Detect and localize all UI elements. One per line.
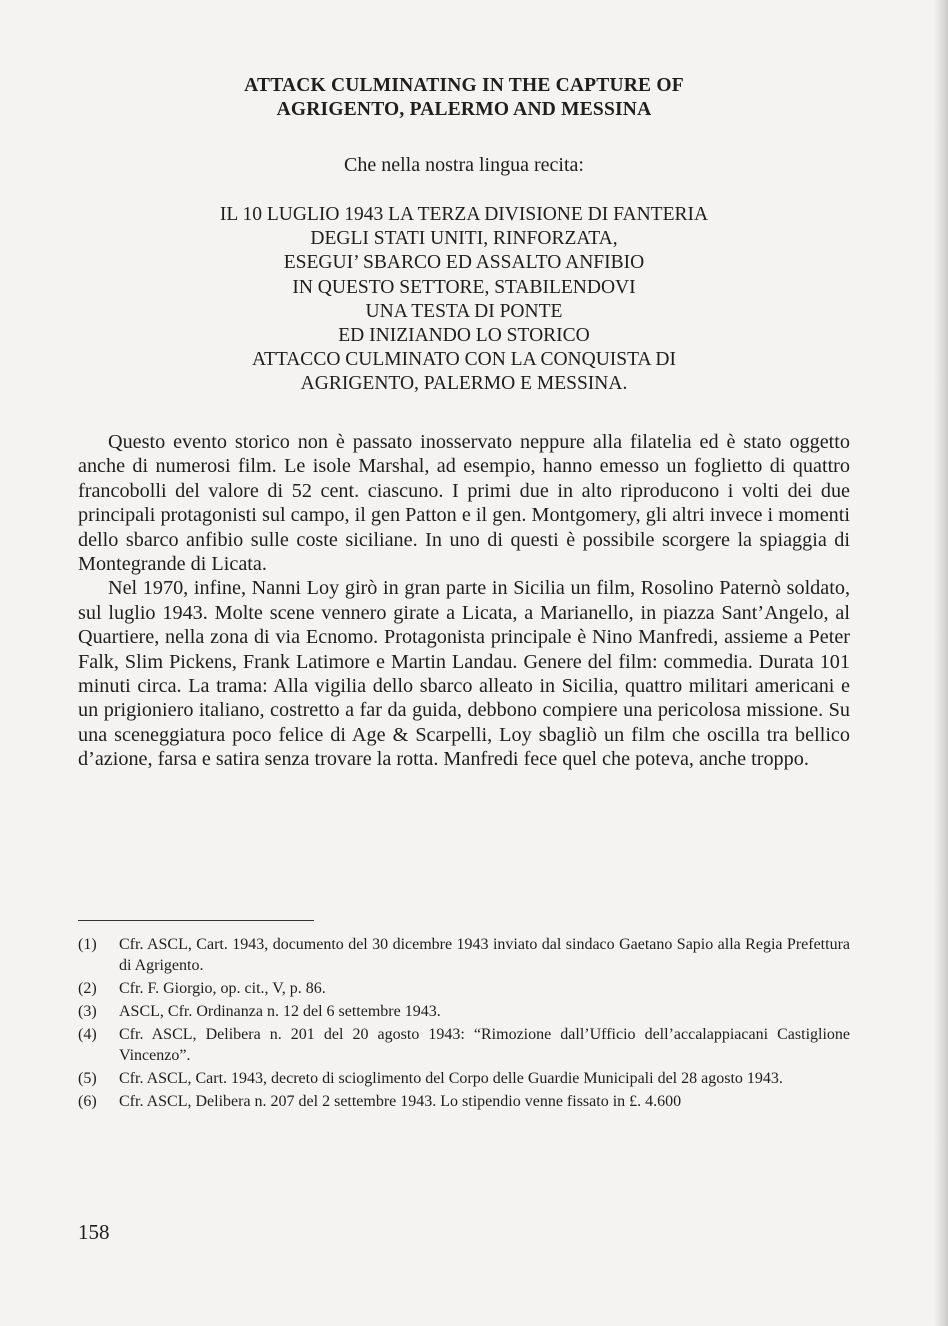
heading-line-2: AGRIGENTO, PALERMO AND MESSINA: [276, 99, 652, 120]
footnote-text: Cfr. ASCL, Delibera n. 201 del 20 agosto 1943: “Rimozione dall’Ufficio dell’accalappiacani Castiglione Vincenzo”.: [119, 1026, 850, 1064]
footnote-number: (4): [78, 1026, 97, 1043]
paragraph-philately: Questo evento storico non è passato inosservato neppure alla filatelia ed è stato oggetto anche di numerosi film. Le isole Marshal, ad esempio, hanno emesso un foglietto di quattro francobolli del valore di 52 cent. ciascuno. I primi due in alto riproducono i volti dei due principali protagonisti sul campo, il gen Patton e il gen. Montgomery, gli altri invece i momenti dello sbarco anfibio sulle coste siciliane. In uno di questi è possibile scorgere la spiaggia di Montegrande di Licata.: [78, 431, 850, 576]
footnote: [78, 978, 850, 999]
page-number: 158: [78, 1220, 110, 1244]
section-heading: [78, 74, 850, 122]
footnote-number: (3): [78, 1003, 97, 1020]
footnote-number: (2): [78, 980, 97, 997]
paragraph-film: Nel 1970, infine, Nanni Loy girò in gran parte in Sicilia un film, Rosolino Paternò soldato, sul luglio 1943. Molte scene vennero girate a Licata, a Marianello, in piazza Sant’Angelo, al Quartiere, nella zona di via Ecnomo. Protagonista principale è Nino Manfredi, assieme a Peter Falk, Slim Pickens, Frank Latimore e Martin Landau. Genere del film: commedia. Durata 101 minuti circa. La trama: Alla vigilia dello sbarco alleato in Sicilia, quattro militari americani e un prigioniero italiano, costretto a far da guida, debbono compiere una pericolosa missione. Su una sceneggiatura poco felice di Age & Scarpelli, Loy sbagliò un film che oscilla tra bellico d’azione, farsa e satira senza trovare la rotta. Manfredi fece quel che poteva, anche troppo.: [78, 577, 850, 771]
footnote: [78, 934, 850, 976]
inscription-line: AGRIGENTO, PALERMO E MESSINA.: [300, 373, 628, 395]
intro-line: Che nella nostra lingua recita:: [344, 154, 584, 176]
page-edge-shadow: [934, 0, 948, 1326]
footnote: [78, 1091, 850, 1112]
footnote: [78, 1068, 850, 1089]
inscription-line: ATTACCO CULMINATO CON LA CONQUISTA DI: [252, 349, 676, 371]
footnote-text: Cfr. ASCL, Cart. 1943, documento del 30 dicembre 1943 inviato dal sindaco Gaetano Sapio alla Regia Prefettura di Agrigento.: [119, 936, 850, 974]
body-text: [78, 430, 850, 772]
footnote: [78, 1001, 850, 1022]
footnote-text: ASCL, Cfr. Ordinanza n. 12 del 6 settembre 1943.: [119, 1003, 441, 1020]
footnote-text: Cfr. ASCL, Cart. 1943, decreto di scioglimento del Corpo delle Guardie Municipali del 28 agosto 1943.: [119, 1070, 783, 1087]
footnote-text: Cfr. ASCL, Delibera n. 207 del 2 settembre 1943. Lo stipendio venne fissato in £. 4.600: [119, 1093, 682, 1110]
inscription-line: IL 10 LUGLIO 1943 LA TERZA DIVISIONE DI FANTERIA: [219, 204, 709, 225]
heading-line-1: ATTACK CULMINATING IN THE CAPTURE OF: [244, 75, 684, 96]
footnote-number: (5): [78, 1070, 97, 1087]
footnote-number: (1): [78, 936, 97, 953]
inscription-line: DEGLI STATI UNITI, RINFORZATA,: [310, 228, 618, 250]
inscription-line: ED INIZIANDO LO STORICO: [338, 325, 590, 347]
footnotes: [78, 934, 850, 1114]
footnote-number: (6): [78, 1093, 97, 1110]
footnote: [78, 1024, 850, 1066]
plaque-inscription: [78, 203, 850, 397]
inscription-line: ESEGUI’ SBARCO ED ASSALTO ANFIBIO: [283, 252, 645, 274]
footnote-divider: [78, 920, 314, 921]
inscription-line: IN QUESTO SETTORE, STABILENDOVI: [292, 276, 636, 298]
inscription-line: UNA TESTA DI PONTE: [365, 300, 563, 322]
footnote-text: Cfr. F. Giorgio, op. cit., V, p. 86.: [119, 980, 326, 997]
